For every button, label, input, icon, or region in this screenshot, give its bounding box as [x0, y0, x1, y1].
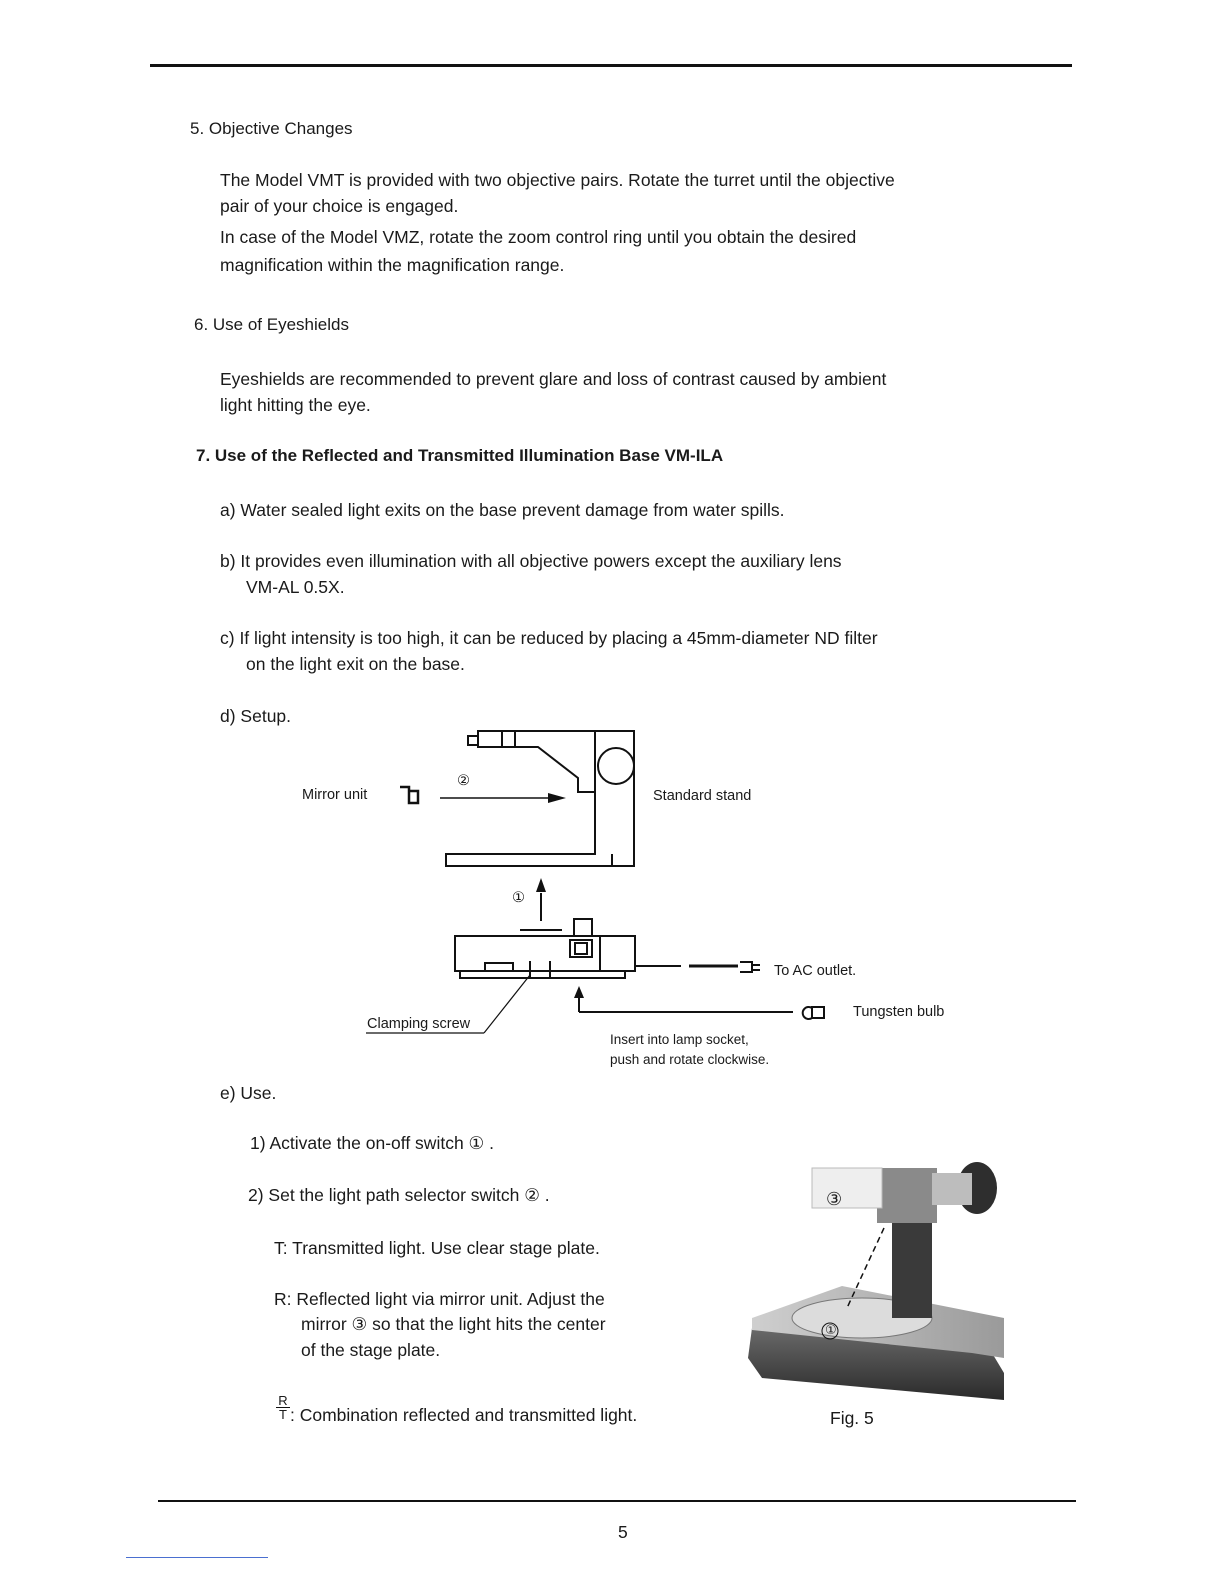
figure-caption: Fig. 5 — [830, 1408, 874, 1428]
item-d: d) Setup. — [220, 706, 292, 726]
step-1-text: 1) Activate the on-off switch ① . — [250, 1133, 494, 1153]
insert-instruction-line-1: Insert into lamp socket, — [610, 1032, 749, 1047]
rt-symbol-bottom: T — [279, 1407, 287, 1422]
clamping-screw-label: Clamping screw — [367, 1016, 471, 1032]
item-e: e) Use. — [220, 1083, 277, 1103]
section-5-heading: 5. Objective Changes — [190, 119, 353, 138]
section-5-line-4: magnification within the magnification range. — [220, 255, 565, 275]
option-rt-symbol — [276, 1394, 290, 1421]
to-ac-outlet-label: To AC outlet. — [774, 963, 857, 979]
rt-symbol-top: R — [276, 1394, 290, 1408]
section-6-heading: 6. Use of Eyeshields — [194, 315, 349, 334]
tungsten-bulb-label: Tungsten bulb — [853, 1004, 945, 1020]
item-b-line-2: VM-AL 0.5X. — [246, 577, 345, 597]
section-6-line-2: light hitting the eye. — [220, 395, 371, 415]
item-c-line-1: c) If light intensity is too high, it can be reduced by placing a 45mm-diameter ND filter — [220, 628, 878, 648]
step-2-text: 2) Set the light path selector switch ② . — [248, 1185, 550, 1205]
fig-5-photo — [742, 1168, 1022, 1408]
option-r-line-3: of the stage plate. — [301, 1340, 441, 1360]
step-1-marker: ① — [512, 890, 525, 906]
option-rt-text: : Combination reflected and transmitted light. — [290, 1405, 638, 1425]
fig-callout-3: ③ — [826, 1189, 843, 1209]
standard-stand-label: Standard stand — [653, 788, 752, 804]
item-b-line-1: b) It provides even illumination with all objective powers except the auxiliary lens — [220, 551, 842, 571]
section-6-line-1: Eyeshields are recommended to prevent glare and loss of contrast caused by ambient — [220, 369, 887, 389]
section-7-heading: 7. Use of the Reflected and Transmitted Illumination Base VM-ILA — [196, 446, 724, 465]
item-c-line-2: on the light exit on the base. — [246, 654, 465, 674]
mirror-unit-label: Mirror unit — [302, 787, 368, 803]
section-5-line-1: The Model VMT is provided with two objective pairs. Rotate the turret until the objective — [220, 170, 895, 190]
step-2-marker: ② — [457, 773, 470, 789]
option-r-line-1: R: Reflected light via mirror unit. Adjust the — [274, 1289, 605, 1309]
fig-callout-1: ① — [825, 1322, 837, 1337]
option-r-line-2: mirror ③ so that the light hits the center — [301, 1314, 606, 1334]
section-5-line-3: In case of the Model VMZ, rotate the zoom control ring until you obtain the desired — [220, 227, 857, 247]
bottom-left-mark — [126, 1557, 268, 1558]
section-5-line-2: pair of your choice is engaged. — [220, 196, 459, 216]
insert-instruction-line-2: push and rotate clockwise. — [610, 1052, 770, 1067]
item-a: a) Water sealed light exits on the base prevent damage from water spills. — [220, 500, 785, 520]
page-number: 5 — [618, 1522, 628, 1542]
option-t-text: T: Transmitted light. Use clear stage plate. — [274, 1238, 600, 1258]
